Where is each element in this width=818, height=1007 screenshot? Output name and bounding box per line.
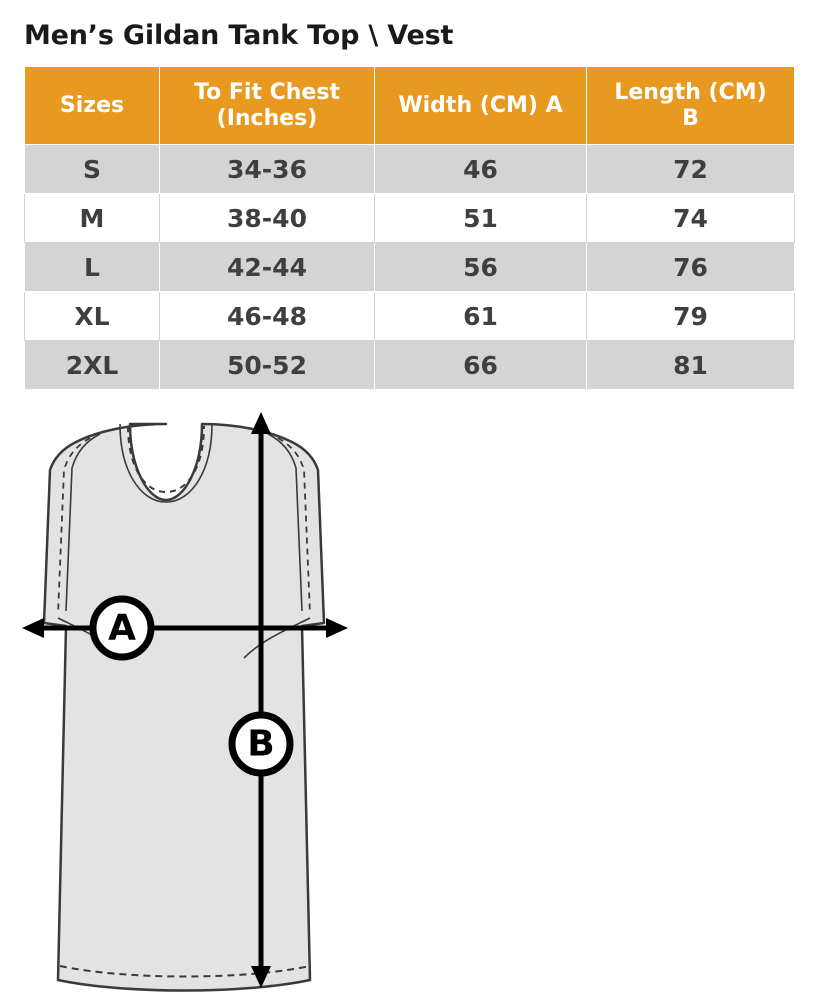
cell-chest: 46-48 [160, 292, 375, 341]
cell-chest: 42-44 [160, 243, 375, 292]
table-row [25, 145, 795, 194]
cell-size: 2XL [25, 341, 160, 390]
column-header-chest-line1: To Fit Chest [194, 79, 340, 105]
label-a-text: A [108, 607, 136, 649]
column-header-chest-line2: (Inches) [216, 105, 318, 131]
table-body [25, 145, 795, 390]
table-row [25, 292, 795, 341]
column-header-width [375, 67, 587, 145]
cell-size: L [25, 243, 160, 292]
label-b-text: B [247, 723, 275, 765]
column-header-sizes [25, 67, 160, 145]
cell-width: 61 [375, 292, 587, 341]
cell-chest: 50-52 [160, 341, 375, 390]
cell-size: XL [25, 292, 160, 341]
cell-chest: 38-40 [160, 194, 375, 243]
page-title: Men’s Gildan Tank Top \ Vest [24, 20, 454, 51]
label-a-badge [93, 599, 151, 657]
column-header-chest [160, 67, 375, 145]
label-b-badge [232, 715, 290, 773]
cell-length: 81 [587, 341, 795, 390]
column-header-length [587, 67, 795, 145]
column-header-width-label: Width (CM) A [398, 92, 563, 118]
cell-length: 74 [587, 194, 795, 243]
cell-length: 72 [587, 145, 795, 194]
cell-size: S [25, 145, 160, 194]
tank-top-icon [44, 424, 324, 991]
cell-width: 66 [375, 341, 587, 390]
column-header-length-line2: B [682, 105, 699, 131]
cell-width: 56 [375, 243, 587, 292]
cell-length: 79 [587, 292, 795, 341]
cell-chest: 34-36 [160, 145, 375, 194]
table-header-row [25, 67, 795, 145]
column-header-length-line1: Length (CM) [614, 79, 767, 105]
cell-length: 76 [587, 243, 795, 292]
table-row [25, 194, 795, 243]
column-header-sizes-label: Sizes [59, 92, 125, 118]
cell-size: M [25, 194, 160, 243]
table-row [25, 341, 795, 390]
cell-width: 46 [375, 145, 587, 194]
table-row [25, 243, 795, 292]
size-chart-table [24, 66, 795, 390]
garment-diagram [0, 408, 818, 1007]
cell-width: 51 [375, 194, 587, 243]
table-header [25, 67, 795, 145]
